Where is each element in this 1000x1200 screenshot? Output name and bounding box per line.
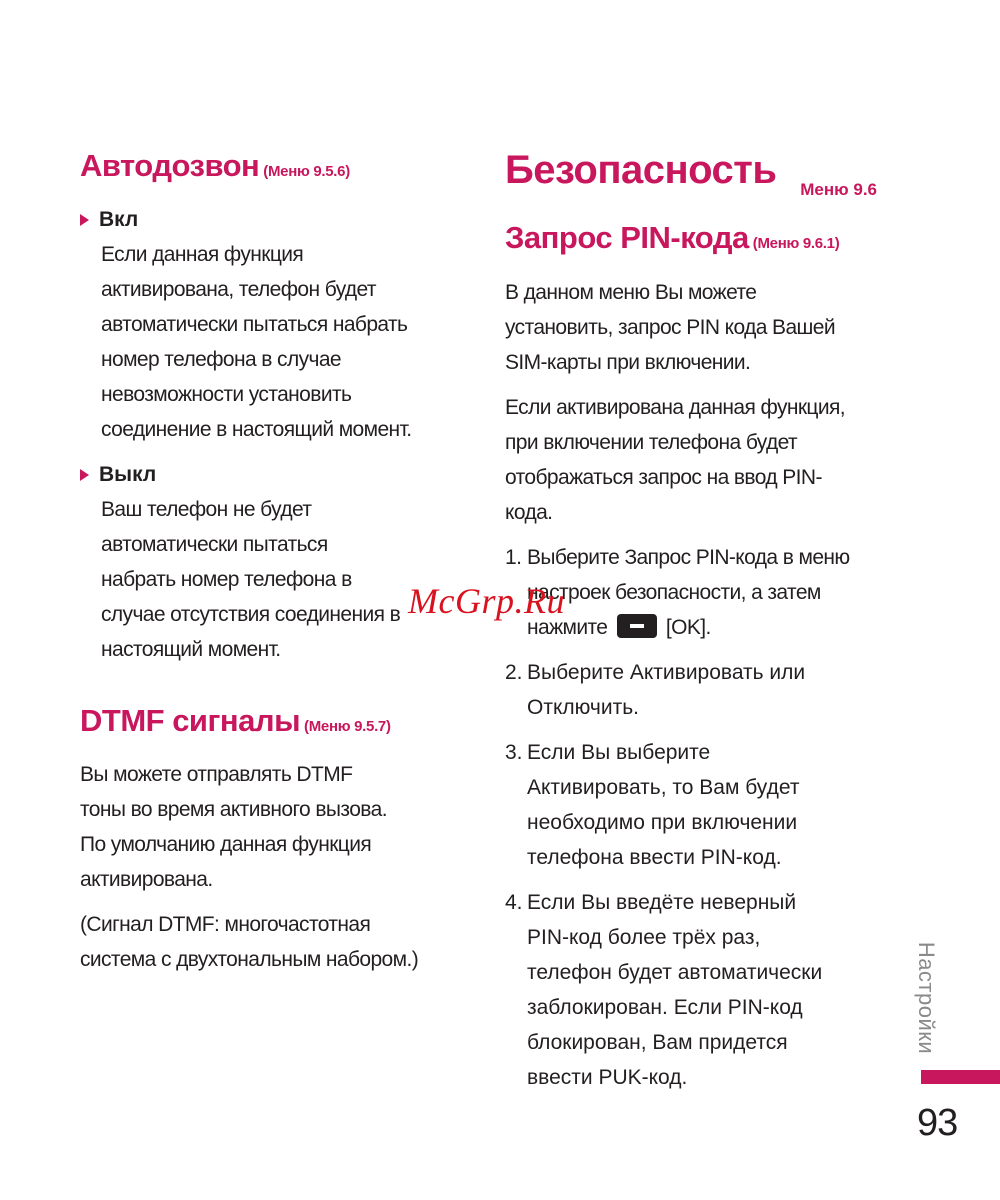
triangle-right-icon [80,469,89,481]
pin-paragraph-1: В данном меню Вы можете установить, запрос PIN кода Вашей SIM-карты при включении. [505,281,835,374]
chapter-title-security: Безопасность Меню 9.6 [505,146,895,194]
list-item: 2. Выберите Активировать или Отключить. [505,661,806,719]
triangle-right-icon [80,214,89,226]
bullet-on: Вкл [80,202,460,237]
left-softkey-icon [617,614,657,638]
menu-ref: Меню 9.6 [800,180,877,199]
bullet-off: Выкл [80,457,460,492]
menu-ref: (Меню 9.5.7) [304,718,391,735]
section-title-redial: Автодозвон (Меню 9.5.6) [80,148,350,183]
list-item: 1. Выберите Запрос PIN-кода в меню настроек безопасности, а затем нажмите [OK]. [505,546,850,639]
chapter-side-tab: Настройки [914,941,939,1055]
pin-paragraph-2: Если активирована данная функция, при включении телефона будет отображаться запрос на ввод PIN- кода. [505,396,845,524]
dtmf-paragraph-2: (Сигнал DTMF: многочастотная система с двухтональным набором.) [80,913,419,971]
list-item: 4. Если Вы введёте неверный PIN-код более трёх раз, телефон будет автоматически заблокирован. Если PIN-код блокирован, Вам придется ввести PUK-код. [505,891,823,1089]
list-item: 3. Если Вы выберите Активировать, то Вам будет необходимо при включении телефона ввести PIN-код. [505,741,800,869]
steps-list [505,540,895,1095]
page-number: 93 [917,1102,958,1144]
menu-ref: (Меню 9.6.1) [752,235,840,252]
section-title-dtmf: DTMF сигналы (Меню 9.5.7) [80,703,391,738]
dtmf-paragraph-1: Вы можете отправлять DTMF тоны во время активного вызова. По умолчанию данная функция активирована. [80,763,387,891]
bullet-on-text: Если данная функция активирована, телефон будет автоматически пытаться набрать номер телефона в случае невозможности установить соединение в настоящий момент. [101,243,412,441]
chapter-marker-bar [921,1070,1000,1084]
menu-ref: (Меню 9.5.6) [263,163,350,180]
watermark: McGrp.Ru [408,581,565,621]
section-title-pin: Запрос PIN-кода (Меню 9.6.1) [505,220,840,255]
bullet-off-text: Ваш телефон не будет автоматически пытаться набрать номер телефона в случае отсутствия соединения в настоящий момент. [101,498,401,661]
left-column [80,146,460,977]
